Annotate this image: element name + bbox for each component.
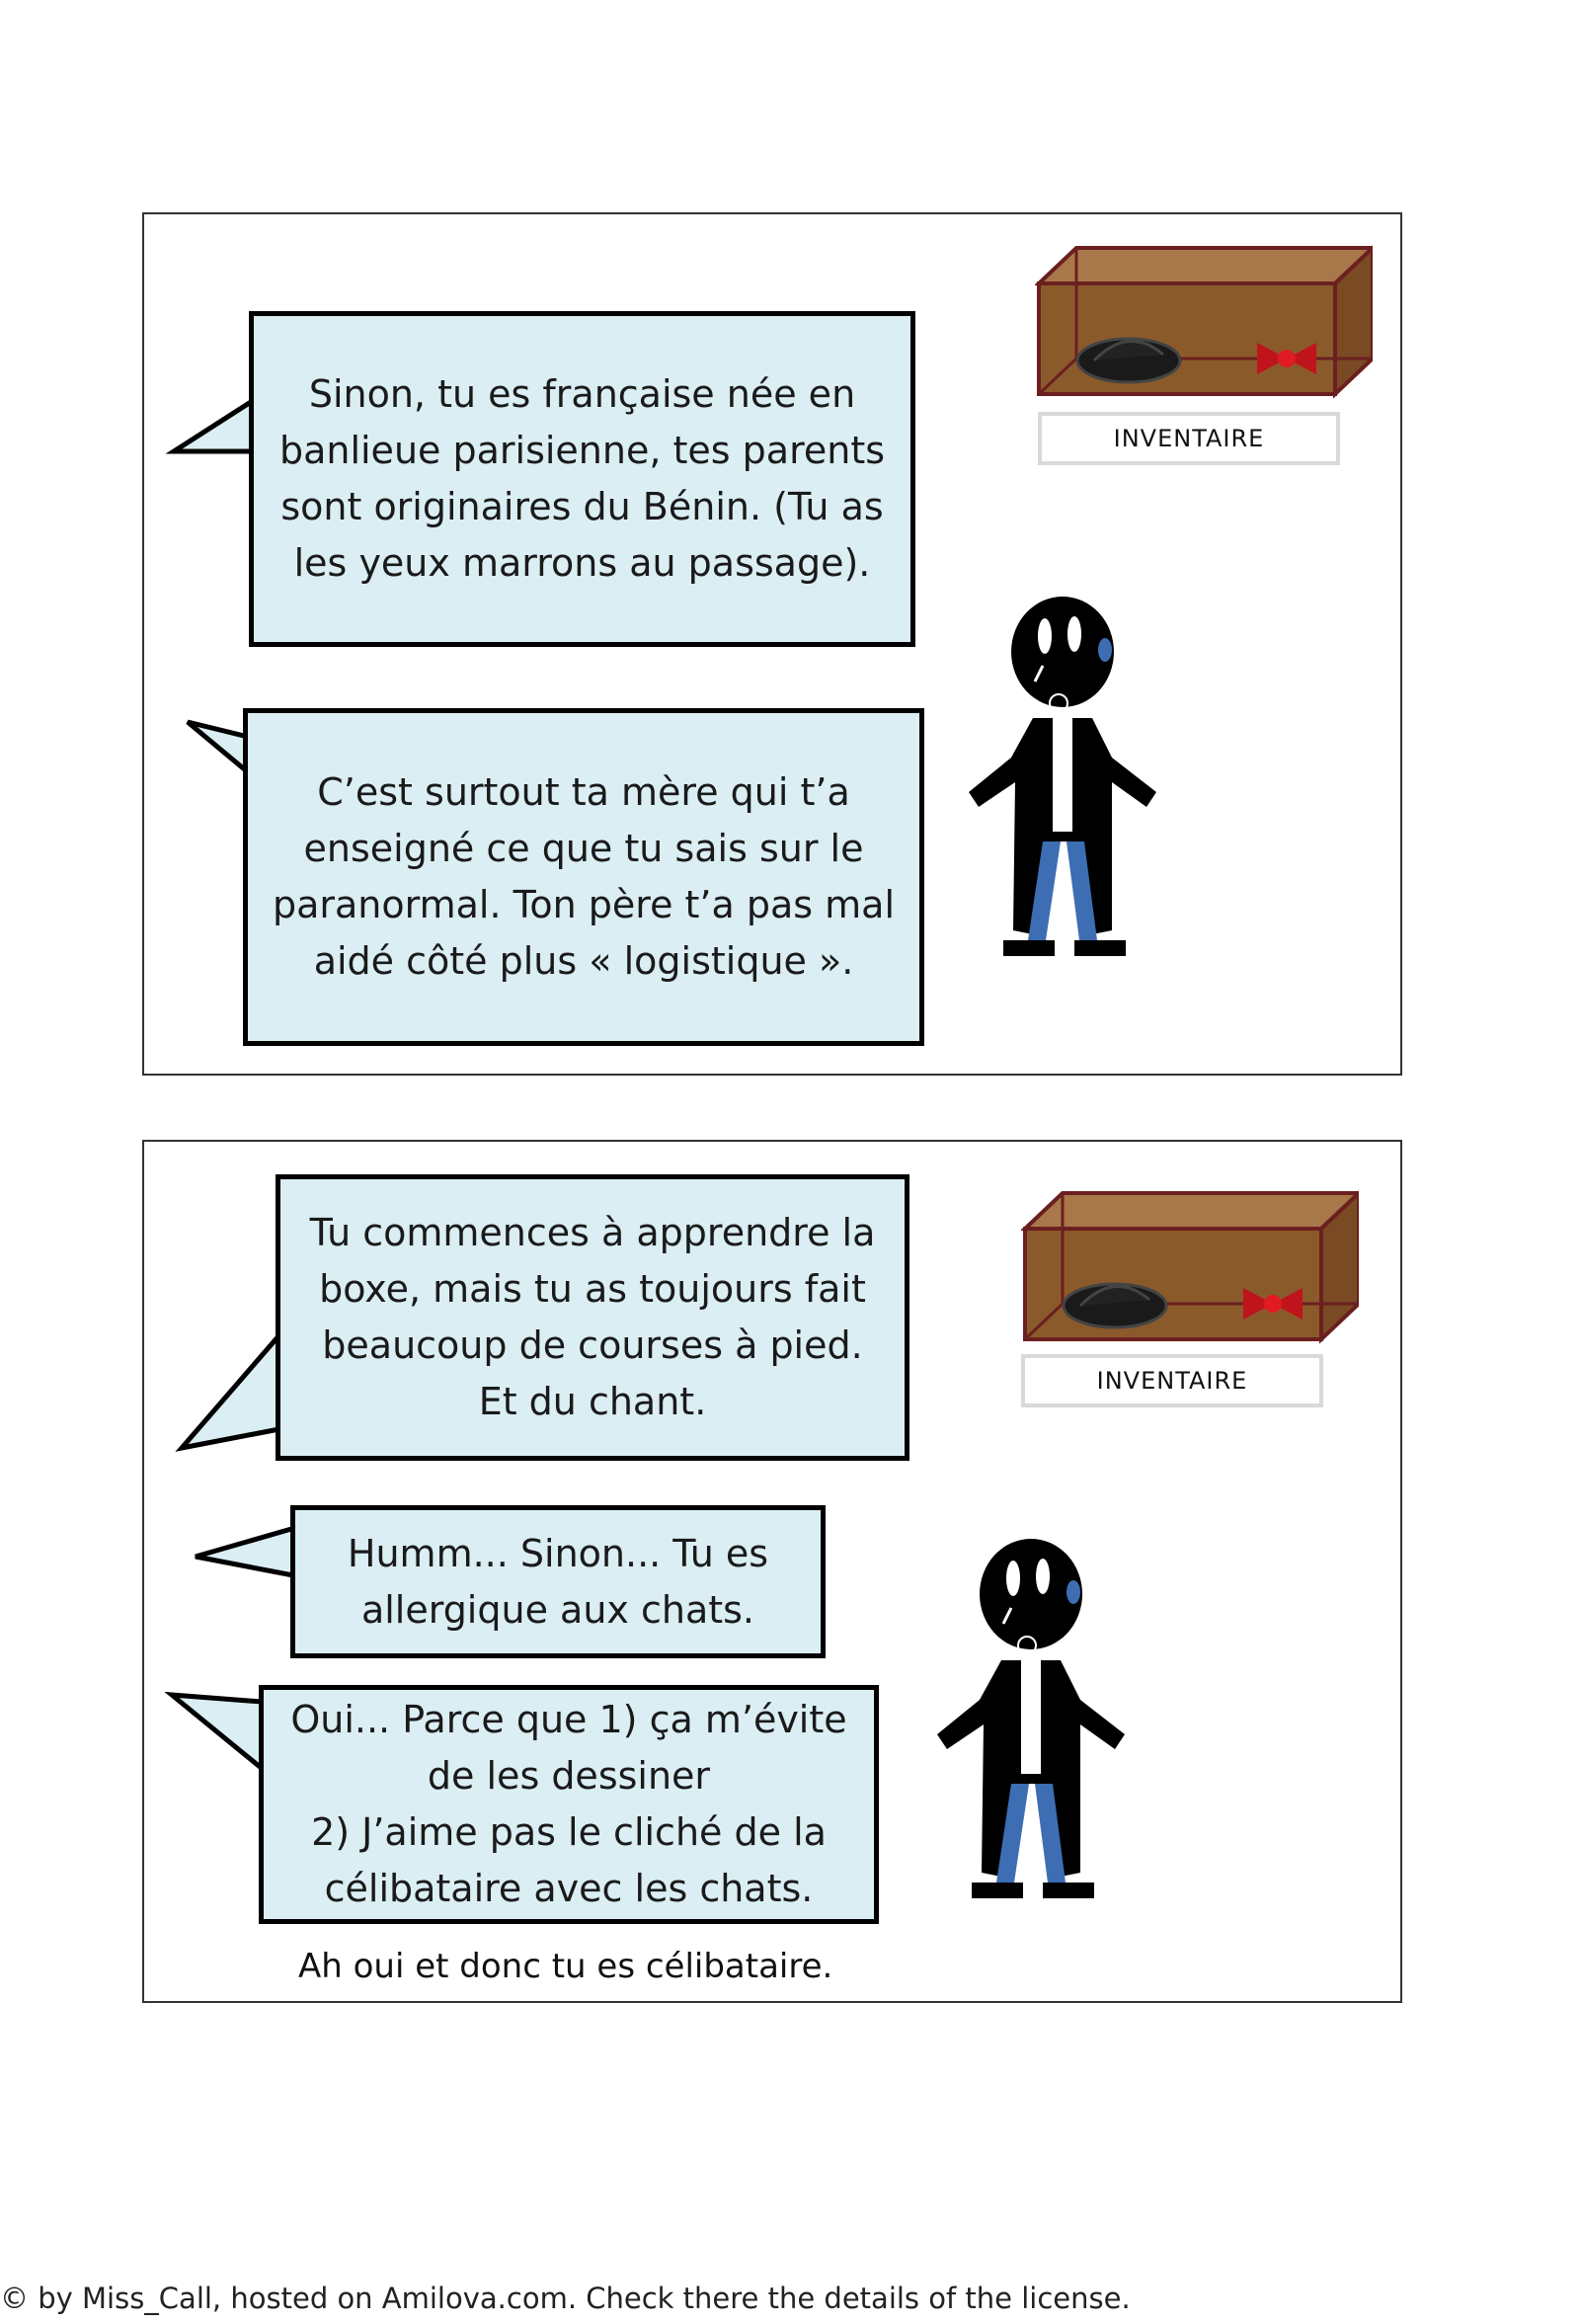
bubble-line: beaucoup de courses à pied. — [322, 1323, 863, 1367]
bubble-line: Oui... Parce que 1) ça m’évite — [290, 1698, 847, 1741]
bubble-line: Humm... Sinon... Tu es — [347, 1531, 769, 1575]
bubble-line: paranormal. Ton père t’a pas mal — [272, 883, 896, 926]
bubble-line: Sinon, tu es française née en — [308, 372, 856, 416]
speech-bubble — [276, 1174, 909, 1461]
bubble-line: Tu commences à apprendre la — [309, 1211, 876, 1254]
inventory-label: INVENTAIRE — [1038, 412, 1340, 465]
bubble-line: allergique aux chats. — [360, 1587, 755, 1632]
speech-bubble — [249, 311, 915, 647]
box-icon — [1035, 244, 1373, 400]
hat-icon — [1077, 339, 1180, 382]
stick-figure-icon — [932, 1537, 1149, 1932]
bubble-line: les yeux marrons au passage). — [293, 541, 871, 585]
speech-bubble — [290, 1505, 826, 1658]
license-footer: © by Miss_Call, hosted on Amilova.com. Check there the details of the license. — [0, 2282, 1131, 2315]
bubble-line: célibataire avec les chats. — [324, 1867, 814, 1910]
bubble-line: aidé côté plus « logistique ». — [313, 939, 854, 983]
bubble-line: banlieue parisienne, tes parents — [278, 429, 886, 472]
bubble-line: C’est surtout ta mère qui t’a — [317, 770, 850, 814]
comic-panel-2 — [142, 1140, 1402, 2003]
caption-text: Ah oui et donc tu es célibataire. — [298, 1947, 833, 1986]
bubble-line: 2) J’aime pas le cliché de la — [311, 1810, 827, 1854]
speech-bubble — [259, 1685, 879, 1924]
bubble-line: de les dessiner — [427, 1754, 711, 1798]
box-icon — [1021, 1189, 1359, 1345]
inventory-label: INVENTAIRE — [1021, 1354, 1323, 1407]
hat-icon — [1064, 1284, 1166, 1327]
stick-figure-icon — [964, 595, 1181, 990]
bubble-line: enseigné ce que tu sais sur le — [303, 827, 864, 870]
speech-bubble — [243, 708, 924, 1046]
bubble-line: Et du chant. — [478, 1380, 707, 1423]
comic-panel-1 — [142, 212, 1402, 1076]
speech-bubble-tail — [182, 1329, 290, 1458]
speech-bubble-tail — [196, 1522, 304, 1591]
bubble-line: boxe, mais tu as toujours fait — [319, 1267, 866, 1311]
bubble-line: sont originaires du Bénin. (Tu as — [280, 485, 884, 528]
